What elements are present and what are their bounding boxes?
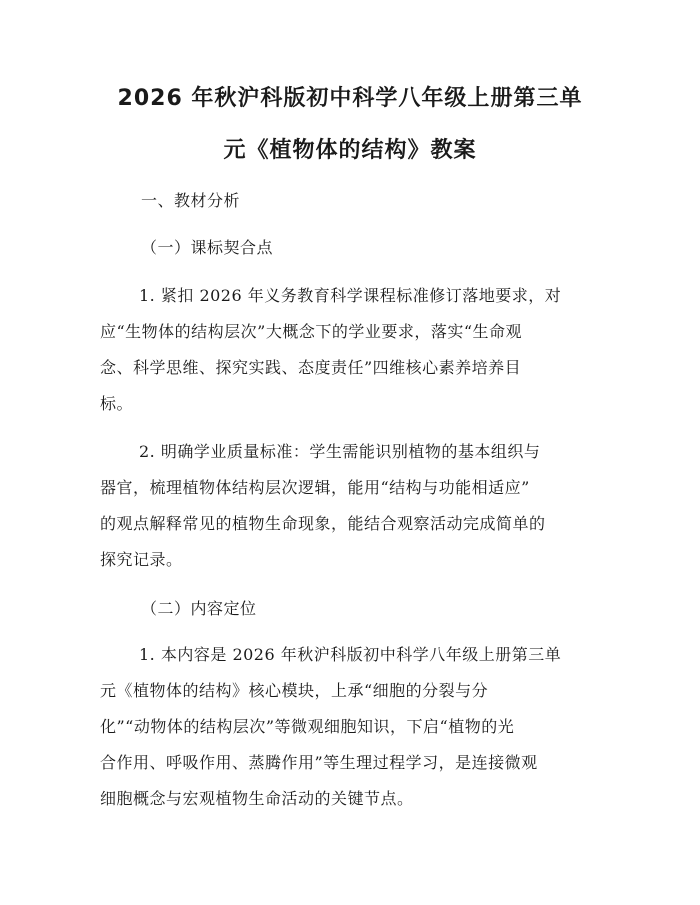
subsection-heading-content-positioning: （二）内容定位 xyxy=(141,599,257,618)
paragraph-3-line-2: 元《植物体的结构》核心模块，上承“细胞的分裂与分 xyxy=(100,681,489,700)
paragraph-3-line-4: 合作用、呼吸作用、蒸腾作用”等生理过程学习，是连接微观 xyxy=(100,753,538,772)
paragraph-2-line-1: 2. 明确学业质量标准：学生需能识别植物的基本组织与 xyxy=(139,442,541,461)
paragraph-3-line-5: 细胞概念与宏观植物生命活动的关键节点。 xyxy=(100,789,414,808)
paragraph-1-line-2: 应“生物体的结构层次”大概念下的学业要求，落实“生命观 xyxy=(100,322,523,341)
section-heading-textbook-analysis: 一、教材分析 xyxy=(141,191,241,210)
document-title-line-1: 2026 年秋沪科版初中科学八年级上册第三单 xyxy=(117,86,583,111)
paragraph-3-line-1: 1. 本内容是 2026 年秋沪科版初中科学八年级上册第三单 xyxy=(139,645,562,664)
paragraph-1-line-1: 1. 紧扣 2026 年义务教育科学课程标准修订落地要求，对 xyxy=(139,286,562,305)
paragraph-1-line-4: 标。 xyxy=(100,394,134,413)
subsection-heading-curriculum-alignment: （一）课标契合点 xyxy=(141,238,274,257)
paragraph-2-line-4: 探究记录。 xyxy=(100,550,183,569)
paragraph-2-line-3: 的观点解释常见的植物生命现象，能结合观察活动完成简单的 xyxy=(100,514,546,533)
paragraph-1-line-3: 念、科学思维、探究实践、态度责任”四维核心素养培养目 xyxy=(100,358,522,377)
document-title-line-2: 元《植物体的结构》教案 xyxy=(223,138,477,163)
paragraph-2-line-2: 器官，梳理植物体结构层次逻辑，能用“结构与功能相适应” xyxy=(100,478,530,497)
paragraph-3-line-3: 化”“动物体的结构层次”等微观细胞知识，下启“植物的光 xyxy=(100,717,515,736)
